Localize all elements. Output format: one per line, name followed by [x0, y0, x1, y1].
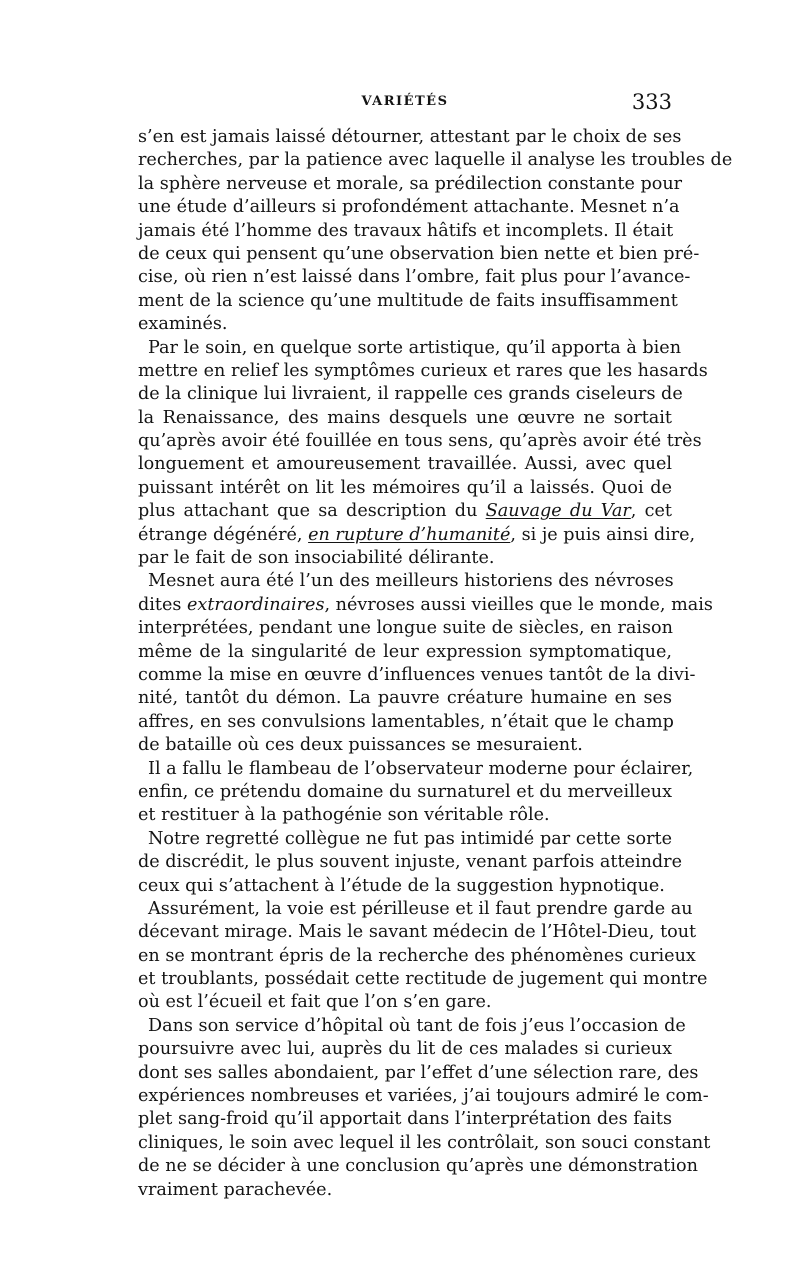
text-line: interprétées, pendant une longue suite de siècles, en raison: [138, 618, 673, 639]
text-line: qu’après avoir été fouillée en tous sens, qu’après avoir été très: [138, 431, 702, 452]
text-line: examinés.: [138, 314, 228, 335]
text-line: poursuivre avec lui, auprès du lit de ces malades si curieux: [138, 1039, 672, 1060]
text-line: enfin, ce prétendu domaine du surnaturel et du merveilleux: [138, 781, 672, 802]
text-segment: , névroses aussi vieilles que le monde, mais: [324, 594, 713, 615]
title-text: en rupture d’humanité: [308, 524, 511, 545]
text-line: [138, 500, 672, 523]
text-line: de ceux qui pensent qu’une observation bien nette et bien pré-: [138, 243, 700, 264]
text-segment: , si je puis ainsi dire,: [510, 524, 696, 545]
text-line: en se montrant épris de la recherche des phénomènes curieux: [138, 945, 696, 966]
page-number: 333: [631, 90, 672, 114]
text-segment: , cet: [630, 501, 672, 522]
text-line: [138, 594, 713, 617]
text-line: vraiment parachevée.: [138, 1179, 333, 1200]
text-line: s’en est jamais laissé détourner, attestant par le choix de ses: [138, 127, 682, 147]
title-text: Sauvage du Var: [485, 501, 631, 522]
text-line: Par le soin, en quelque sorte artistique, qu’il apporta à bien: [148, 337, 682, 358]
text-line: par le fait de son insociabilité délirante.: [138, 548, 495, 569]
text-segment: étrange dégénéré,: [138, 524, 309, 545]
text-line: Mesnet aura été l’un des meilleurs historiens des névroses: [148, 571, 674, 592]
italic-text: extraordinaires: [187, 594, 325, 615]
text-line: comme la mise en œuvre d’influences venues tantôt de la divi-: [138, 664, 696, 685]
text-line: de bataille où ces deux puissances se mesuraient.: [138, 735, 583, 756]
text-line: décevant mirage. Mais le savant médecin de l’Hôtel-Dieu, tout: [138, 922, 697, 943]
text-line: de discrédit, le plus souvent injuste, venant parfois atteindre: [138, 852, 682, 873]
text-segment: dites: [138, 594, 187, 615]
text-line: puissant intérêt on lit les mémoires qu’il a laissés. Quoi de: [138, 477, 672, 498]
text-line: où est l’écueil et fait que l’on s’en gare.: [138, 992, 492, 1013]
text-line: Notre regretté collègue ne fut pas intimidé par cette sorte: [148, 828, 672, 849]
text-line: la sphère nerveuse et morale, sa prédilection constante pour: [138, 173, 683, 194]
text-line: nité, tantôt du démon. La pauvre créature humaine en ses: [138, 688, 672, 709]
text-line: cliniques, le soin avec lequel il les contrôlait, son souci constant: [138, 1132, 711, 1153]
text-line: la Renaissance, des mains desquels une œuvre ne sortait: [138, 407, 672, 428]
running-head: [138, 92, 672, 116]
body-text: [138, 126, 733, 1202]
text-line: [138, 524, 696, 547]
text-line: ment de la science qu’une multitude de faits insuffisamment: [138, 290, 678, 311]
text-line: affres, en ses convulsions lamentables, n’était que le champ: [138, 711, 674, 732]
text-line: Dans son service d’hôpital où tant de fois j’eus l’occasion de: [148, 1015, 686, 1036]
text-line: de ne se décider à une conclusion qu’après une démonstration: [138, 1156, 698, 1177]
text-line: dont ses salles abondaient, par l’effet d’une sélection rare, des: [138, 1062, 699, 1083]
text-line: plet sang-froid qu’il apportait dans l’interprétation des faits: [138, 1109, 672, 1130]
text-line: expériences nombreuses et variées, j’ai toujours admiré le com-: [138, 1086, 709, 1107]
text-segment: plus attachant que sa description du: [138, 501, 486, 522]
running-title: VARIÉTÉS: [361, 94, 449, 109]
underlined-title: [486, 501, 631, 521]
text-line: cise, où rien n’est laissé dans l’ombre, fait plus pour l’avance-: [138, 267, 691, 288]
text-line: même de la singularité de leur expression symptomatique,: [138, 641, 672, 662]
underlined-title: [308, 525, 510, 545]
text-line: jamais été l’homme des travaux hâtifs et incomplets. Il était: [138, 220, 674, 241]
text-line: et troublants, possédait cette rectitude de jugement qui montre: [138, 969, 708, 990]
text-line: une étude d’ailleurs si profondément attachante. Mesnet n’a: [138, 197, 680, 218]
text-line: longuement et amoureusement travaillée. Aussi, avec quel: [138, 454, 672, 475]
text-line: Il a fallu le flambeau de l’observateur moderne pour éclairer,: [148, 758, 694, 779]
text-line: recherches, par la patience avec laquelle il analyse les troubles de: [138, 150, 733, 171]
text-line: de la clinique lui livraient, il rappelle ces grands ciseleurs de: [138, 384, 683, 405]
text-line: mettre en relief les symptômes curieux et rares que les hasards: [138, 360, 708, 381]
text-line: ceux qui s’attachent à l’étude de la suggestion hypnotique.: [138, 875, 665, 896]
text-line: et restituer à la pathogénie son véritable rôle.: [138, 805, 550, 826]
text-line: Assurément, la voie est périlleuse et il faut prendre garde au: [148, 898, 693, 919]
